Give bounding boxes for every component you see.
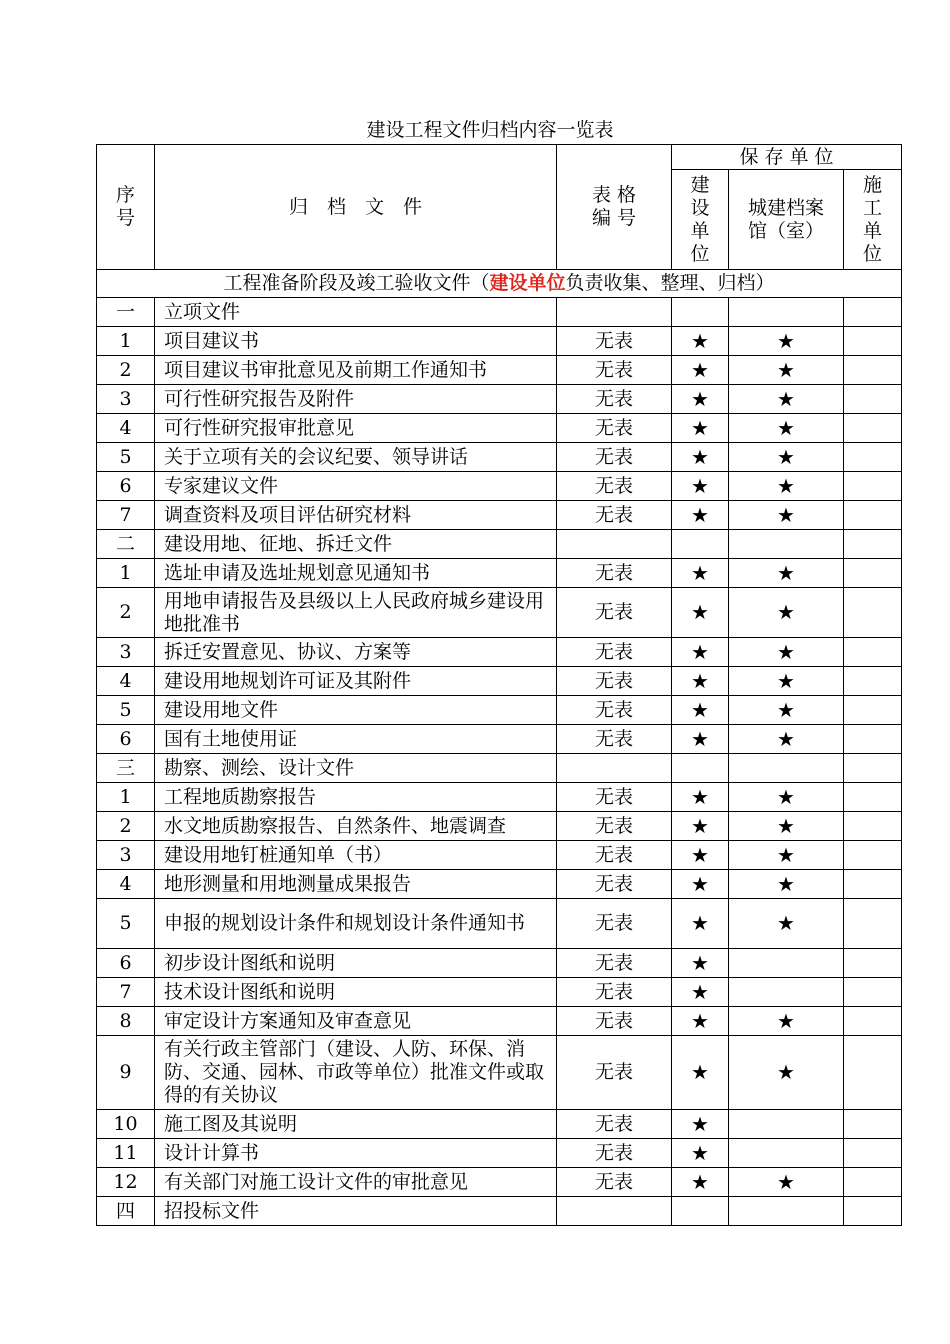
row-number: 三	[97, 754, 155, 783]
row-archive-mark	[729, 298, 844, 327]
row-construct-mark	[844, 783, 902, 812]
row-form-code: 无表	[557, 978, 672, 1007]
row-document-name: 招投标文件	[155, 1197, 557, 1226]
table-row	[97, 949, 902, 978]
row-build-unit-mark: ★	[672, 385, 729, 414]
row-number: 12	[97, 1168, 155, 1197]
row-archive-mark: ★	[729, 783, 844, 812]
table-row	[97, 667, 902, 696]
row-form-code	[557, 530, 672, 559]
row-document-name: 项目建议书	[155, 327, 557, 356]
row-build-unit-mark	[672, 298, 729, 327]
header-construct-char: 单	[862, 219, 882, 242]
header-seq	[97, 145, 155, 270]
row-document-name: 有关行政主管部门（建设、人防、环保、消防、交通、园林、市政等单位）批准文件或取得的有关协议	[155, 1036, 557, 1110]
row-document-name: 可行性研究报告及附件	[155, 385, 557, 414]
row-build-unit-mark: ★	[672, 356, 729, 385]
header-construct-char: 位	[862, 242, 882, 265]
row-number: 2	[97, 812, 155, 841]
row-number: 11	[97, 1139, 155, 1168]
page-title: 建设工程文件归档内容一览表	[366, 119, 614, 141]
row-form-code: 无表	[557, 949, 672, 978]
row-archive-mark	[729, 754, 844, 783]
row-construct-mark	[844, 298, 902, 327]
row-archive-mark	[729, 1197, 844, 1226]
row-number: 一	[97, 298, 155, 327]
row-form-code: 无表	[557, 472, 672, 501]
row-document-name: 建设用地规划许可证及其附件	[155, 667, 557, 696]
row-document-name: 拆迁安置意见、协议、方案等	[155, 638, 557, 667]
row-form-code: 无表	[557, 1168, 672, 1197]
row-form-code: 无表	[557, 1007, 672, 1036]
table-row	[97, 1168, 902, 1197]
row-construct-mark	[844, 899, 902, 949]
row-archive-mark: ★	[729, 1036, 844, 1110]
row-construct-mark	[844, 1110, 902, 1139]
row-number: 4	[97, 667, 155, 696]
row-form-code: 无表	[557, 327, 672, 356]
row-number: 6	[97, 472, 155, 501]
row-archive-mark: ★	[729, 1007, 844, 1036]
table-row	[97, 472, 902, 501]
row-build-unit-mark: ★	[672, 949, 729, 978]
row-archive-mark: ★	[729, 356, 844, 385]
row-form-code: 无表	[557, 812, 672, 841]
row-construct-mark	[844, 530, 902, 559]
row-construct-mark	[844, 588, 902, 638]
row-form-code: 无表	[557, 1036, 672, 1110]
row-document-name: 设计计算书	[155, 1139, 557, 1168]
row-build-unit-mark: ★	[672, 899, 729, 949]
row-document-name: 有关部门对施工设计文件的审批意见	[155, 1168, 557, 1197]
row-form-code: 无表	[557, 696, 672, 725]
row-build-unit-mark	[672, 754, 729, 783]
row-build-unit-mark: ★	[672, 1139, 729, 1168]
table-row	[97, 899, 902, 949]
row-archive-mark: ★	[729, 385, 844, 414]
table-row	[97, 978, 902, 1007]
row-document-name: 建设用地文件	[155, 696, 557, 725]
row-document-name: 审定设计方案通知及审查意见	[155, 1007, 557, 1036]
row-form-code: 无表	[557, 414, 672, 443]
archive-table	[96, 144, 902, 1226]
row-form-code: 无表	[557, 559, 672, 588]
row-document-name: 初步设计图纸和说明	[155, 949, 557, 978]
row-number: 4	[97, 414, 155, 443]
row-build-unit-mark: ★	[672, 414, 729, 443]
row-form-code: 无表	[557, 1139, 672, 1168]
header-row-1	[97, 145, 902, 170]
stage-row	[97, 270, 902, 298]
row-build-unit-mark	[672, 1197, 729, 1226]
table-row	[97, 588, 902, 638]
row-number: 3	[97, 841, 155, 870]
table-row	[97, 812, 902, 841]
row-document-name: 选址申请及选址规划意见通知书	[155, 559, 557, 588]
table-row	[97, 1110, 902, 1139]
row-document-name: 用地申请报告及县级以上人民政府城乡建设用地批准书	[155, 588, 557, 638]
row-construct-mark	[844, 1007, 902, 1036]
table-row	[97, 1036, 902, 1110]
row-construct-mark	[844, 754, 902, 783]
row-number: 5	[97, 443, 155, 472]
row-form-code	[557, 754, 672, 783]
row-number: 2	[97, 356, 155, 385]
row-number: 6	[97, 949, 155, 978]
row-construct-mark	[844, 327, 902, 356]
row-document-name: 水文地质勘察报告、自然条件、地震调查	[155, 812, 557, 841]
row-archive-mark	[729, 949, 844, 978]
row-archive-mark: ★	[729, 841, 844, 870]
table-row	[97, 443, 902, 472]
table-row	[97, 1139, 902, 1168]
row-construct-mark	[844, 949, 902, 978]
row-number: 6	[97, 725, 155, 754]
table-row	[97, 1007, 902, 1036]
row-construct-mark	[844, 870, 902, 899]
row-construct-mark	[844, 501, 902, 530]
row-form-code	[557, 1197, 672, 1226]
row-archive-mark: ★	[729, 870, 844, 899]
row-build-unit-mark: ★	[672, 978, 729, 1007]
row-construct-mark	[844, 725, 902, 754]
row-build-unit-mark: ★	[672, 870, 729, 899]
row-number: 3	[97, 638, 155, 667]
row-construct-mark	[844, 1197, 902, 1226]
row-build-unit-mark: ★	[672, 501, 729, 530]
row-construct-mark	[844, 472, 902, 501]
row-number: 9	[97, 1036, 155, 1110]
table-row	[97, 327, 902, 356]
row-number: 1	[97, 559, 155, 588]
table-row	[97, 356, 902, 385]
row-construct-mark	[844, 696, 902, 725]
row-form-code: 无表	[557, 356, 672, 385]
row-archive-mark	[729, 978, 844, 1007]
row-number: 1	[97, 327, 155, 356]
table-row	[97, 754, 902, 783]
row-construct-mark	[844, 667, 902, 696]
table-row	[97, 501, 902, 530]
row-document-name: 技术设计图纸和说明	[155, 978, 557, 1007]
header-code-line2: 编 号	[591, 207, 637, 229]
table-row	[97, 298, 902, 327]
row-construct-mark	[844, 978, 902, 1007]
header-build-char: 单	[690, 219, 710, 242]
row-number: 1	[97, 783, 155, 812]
header-archive-line2: 馆（室）	[747, 219, 824, 242]
stage-suffix: 负责收集、整理、归档）	[565, 272, 775, 294]
row-build-unit-mark: ★	[672, 841, 729, 870]
row-archive-mark: ★	[729, 588, 844, 638]
row-number: 10	[97, 1110, 155, 1139]
row-archive-mark: ★	[729, 559, 844, 588]
row-build-unit-mark: ★	[672, 1110, 729, 1139]
row-construct-mark	[844, 356, 902, 385]
row-document-name: 国有土地使用证	[155, 725, 557, 754]
row-archive-mark: ★	[729, 1168, 844, 1197]
row-archive-mark: ★	[729, 638, 844, 667]
row-number: 2	[97, 588, 155, 638]
row-number: 4	[97, 870, 155, 899]
header-build-char: 设	[690, 196, 710, 219]
row-construct-mark	[844, 638, 902, 667]
row-document-name: 工程地质勘察报告	[155, 783, 557, 812]
row-archive-mark: ★	[729, 327, 844, 356]
row-archive-mark: ★	[729, 696, 844, 725]
row-build-unit-mark: ★	[672, 443, 729, 472]
header-build-char: 位	[690, 242, 710, 265]
row-build-unit-mark: ★	[672, 783, 729, 812]
row-number: 5	[97, 696, 155, 725]
row-construct-mark	[844, 414, 902, 443]
header-archive-hall	[729, 170, 844, 270]
table-row	[97, 870, 902, 899]
row-build-unit-mark: ★	[672, 1007, 729, 1036]
row-build-unit-mark: ★	[672, 667, 729, 696]
row-form-code: 无表	[557, 725, 672, 754]
row-archive-mark: ★	[729, 414, 844, 443]
row-number: 二	[97, 530, 155, 559]
row-build-unit-mark: ★	[672, 812, 729, 841]
row-number: 5	[97, 899, 155, 949]
row-construct-mark	[844, 812, 902, 841]
header-build-char: 建	[690, 173, 710, 196]
row-construct-mark	[844, 1139, 902, 1168]
header-build-unit	[672, 170, 729, 270]
header-code-line1: 表 格	[591, 184, 637, 206]
row-build-unit-mark: ★	[672, 1168, 729, 1197]
row-form-code: 无表	[557, 638, 672, 667]
row-form-code: 无表	[557, 783, 672, 812]
row-document-name: 项目建议书审批意见及前期工作通知书	[155, 356, 557, 385]
row-archive-mark	[729, 1139, 844, 1168]
row-document-name: 立项文件	[155, 298, 557, 327]
row-document-name: 勘察、测绘、设计文件	[155, 754, 557, 783]
header-construct-char: 施	[862, 173, 882, 196]
row-build-unit-mark: ★	[672, 472, 729, 501]
row-document-name: 地形测量和用地测量成果报告	[155, 870, 557, 899]
header-save-unit: 保 存 单 位	[672, 145, 902, 170]
row-document-name: 建设用地钉桩通知单（书）	[155, 841, 557, 870]
header-archive-line1: 城建档案	[747, 196, 824, 219]
row-form-code: 无表	[557, 501, 672, 530]
header-code	[557, 145, 672, 270]
table-row	[97, 530, 902, 559]
row-construct-mark	[844, 1168, 902, 1197]
stage-prefix: 工程准备阶段及竣工验收文件（	[223, 272, 490, 294]
row-build-unit-mark: ★	[672, 559, 729, 588]
header-seq-line1: 序	[115, 184, 135, 206]
row-form-code: 无表	[557, 588, 672, 638]
row-number: 8	[97, 1007, 155, 1036]
table-row	[97, 414, 902, 443]
table-row	[97, 696, 902, 725]
row-form-code: 无表	[557, 870, 672, 899]
table-row	[97, 725, 902, 754]
table-row	[97, 559, 902, 588]
row-archive-mark: ★	[729, 725, 844, 754]
row-document-name: 施工图及其说明	[155, 1110, 557, 1139]
row-document-name: 关于立项有关的会议纪要、领导讲话	[155, 443, 557, 472]
row-number: 四	[97, 1197, 155, 1226]
row-form-code: 无表	[557, 899, 672, 949]
row-build-unit-mark	[672, 530, 729, 559]
row-archive-mark: ★	[729, 667, 844, 696]
stage-highlight: 建设单位	[489, 272, 566, 294]
row-build-unit-mark: ★	[672, 327, 729, 356]
table-row	[97, 385, 902, 414]
row-archive-mark: ★	[729, 472, 844, 501]
row-form-code: 无表	[557, 1110, 672, 1139]
row-archive-mark: ★	[729, 812, 844, 841]
header-construct-unit	[844, 170, 902, 270]
row-form-code: 无表	[557, 667, 672, 696]
row-number: 7	[97, 501, 155, 530]
row-document-name: 可行性研究报审批意见	[155, 414, 557, 443]
row-construct-mark	[844, 841, 902, 870]
table-row	[97, 638, 902, 667]
row-build-unit-mark: ★	[672, 725, 729, 754]
stage-heading	[97, 270, 902, 298]
table-row	[97, 1197, 902, 1226]
row-document-name: 专家建议文件	[155, 472, 557, 501]
row-form-code: 无表	[557, 385, 672, 414]
row-number: 7	[97, 978, 155, 1007]
row-build-unit-mark: ★	[672, 588, 729, 638]
row-archive-mark	[729, 1110, 844, 1139]
row-document-name: 调查资料及项目评估研究材料	[155, 501, 557, 530]
header-seq-line2: 号	[115, 207, 135, 229]
row-archive-mark	[729, 530, 844, 559]
row-form-code	[557, 298, 672, 327]
header-construct-char: 工	[862, 196, 882, 219]
row-archive-mark: ★	[729, 443, 844, 472]
row-number: 3	[97, 385, 155, 414]
row-build-unit-mark: ★	[672, 638, 729, 667]
table-row	[97, 841, 902, 870]
header-doc: 归 档 文 件	[155, 145, 557, 270]
row-build-unit-mark: ★	[672, 1036, 729, 1110]
row-form-code: 无表	[557, 443, 672, 472]
row-form-code: 无表	[557, 841, 672, 870]
row-build-unit-mark: ★	[672, 696, 729, 725]
row-construct-mark	[844, 385, 902, 414]
row-document-name: 申报的规划设计条件和规划设计条件通知书	[155, 899, 557, 949]
row-document-name: 建设用地、征地、拆迁文件	[155, 530, 557, 559]
row-construct-mark	[844, 443, 902, 472]
table-row	[97, 783, 902, 812]
row-archive-mark: ★	[729, 899, 844, 949]
row-construct-mark	[844, 559, 902, 588]
row-archive-mark: ★	[729, 501, 844, 530]
row-construct-mark	[844, 1036, 902, 1110]
